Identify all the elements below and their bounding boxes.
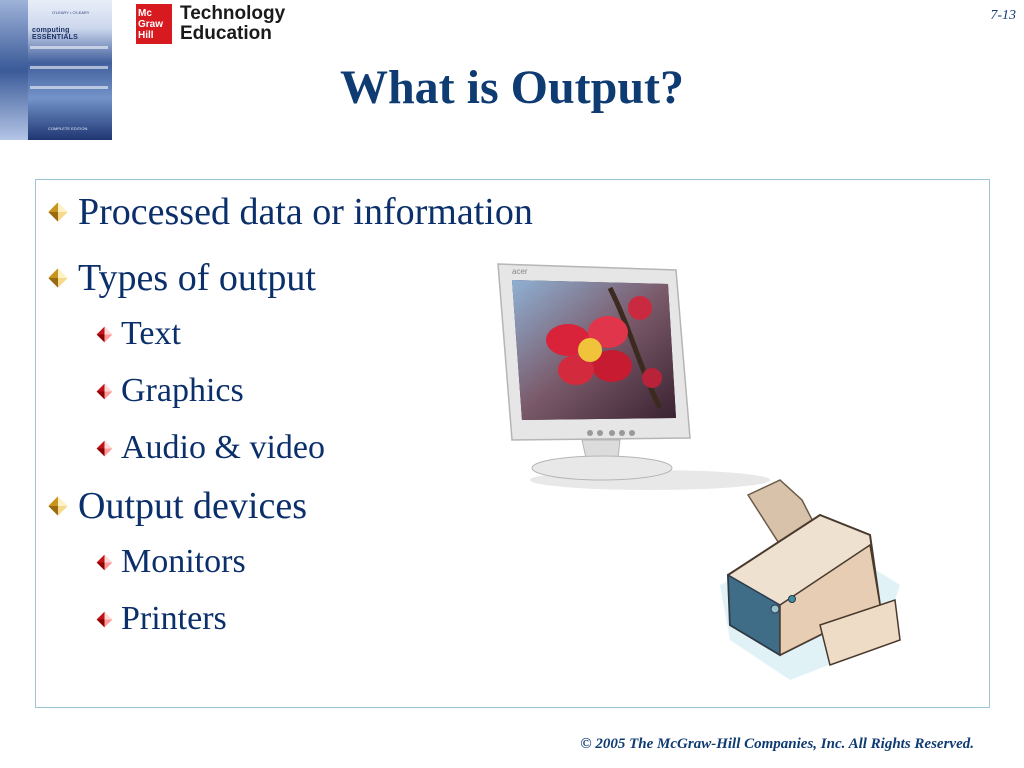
cover-stripe (30, 46, 108, 49)
copyright-footer: © 2005 The McGraw-Hill Companies, Inc. All Rights Reserved. (580, 736, 974, 752)
gold-diamond-bullet-icon (48, 202, 67, 221)
sub-bullet-text: Monitors (121, 543, 246, 580)
sub-bullet-item (98, 316, 533, 352)
red-diamond-bullet-icon (97, 554, 113, 570)
gold-diamond-bullet-icon (48, 496, 67, 515)
bullet-list (50, 192, 533, 658)
bullet-item (50, 192, 533, 232)
slide-title: What is Output? (339, 61, 685, 114)
slide-number: 7-13 (990, 8, 1016, 23)
sub-bullet-item (98, 373, 533, 409)
sub-bullet-item (98, 544, 533, 580)
mcgraw-hill-logo-mark: Mc Graw Hill (136, 4, 172, 44)
book-title: computing ESSENTIALS (32, 27, 78, 41)
sub-bullet-text: Graphics (121, 372, 244, 409)
publisher-logo (136, 4, 285, 44)
red-diamond-bullet-icon (97, 383, 113, 399)
monitor-brand-label: acer (512, 267, 528, 276)
red-diamond-bullet-icon (97, 611, 113, 627)
sub-bullet-text: Audio & video (121, 429, 325, 466)
red-diamond-bullet-icon (97, 440, 113, 456)
printer-image (710, 475, 910, 690)
red-diamond-bullet-icon (97, 326, 113, 342)
bullet-item (50, 486, 533, 637)
monitor-image (490, 258, 780, 493)
book-edition: COMPLETE EDITION (48, 126, 88, 131)
bullet-item (50, 258, 533, 466)
sub-bullet-text: Printers (121, 600, 227, 637)
bullet-text: Output devices (78, 485, 308, 527)
sub-bullet-item (98, 601, 533, 637)
gold-diamond-bullet-icon (48, 268, 67, 287)
logo-wordmark: Technology Education (180, 3, 286, 44)
bullet-text: Types of output (78, 257, 316, 299)
book-authors: O'LEARY • O'LEARY (52, 10, 90, 15)
sub-bullet-item (98, 430, 533, 466)
bullet-text: Processed data or information (78, 191, 533, 233)
sub-bullet-text: Text (121, 315, 181, 352)
